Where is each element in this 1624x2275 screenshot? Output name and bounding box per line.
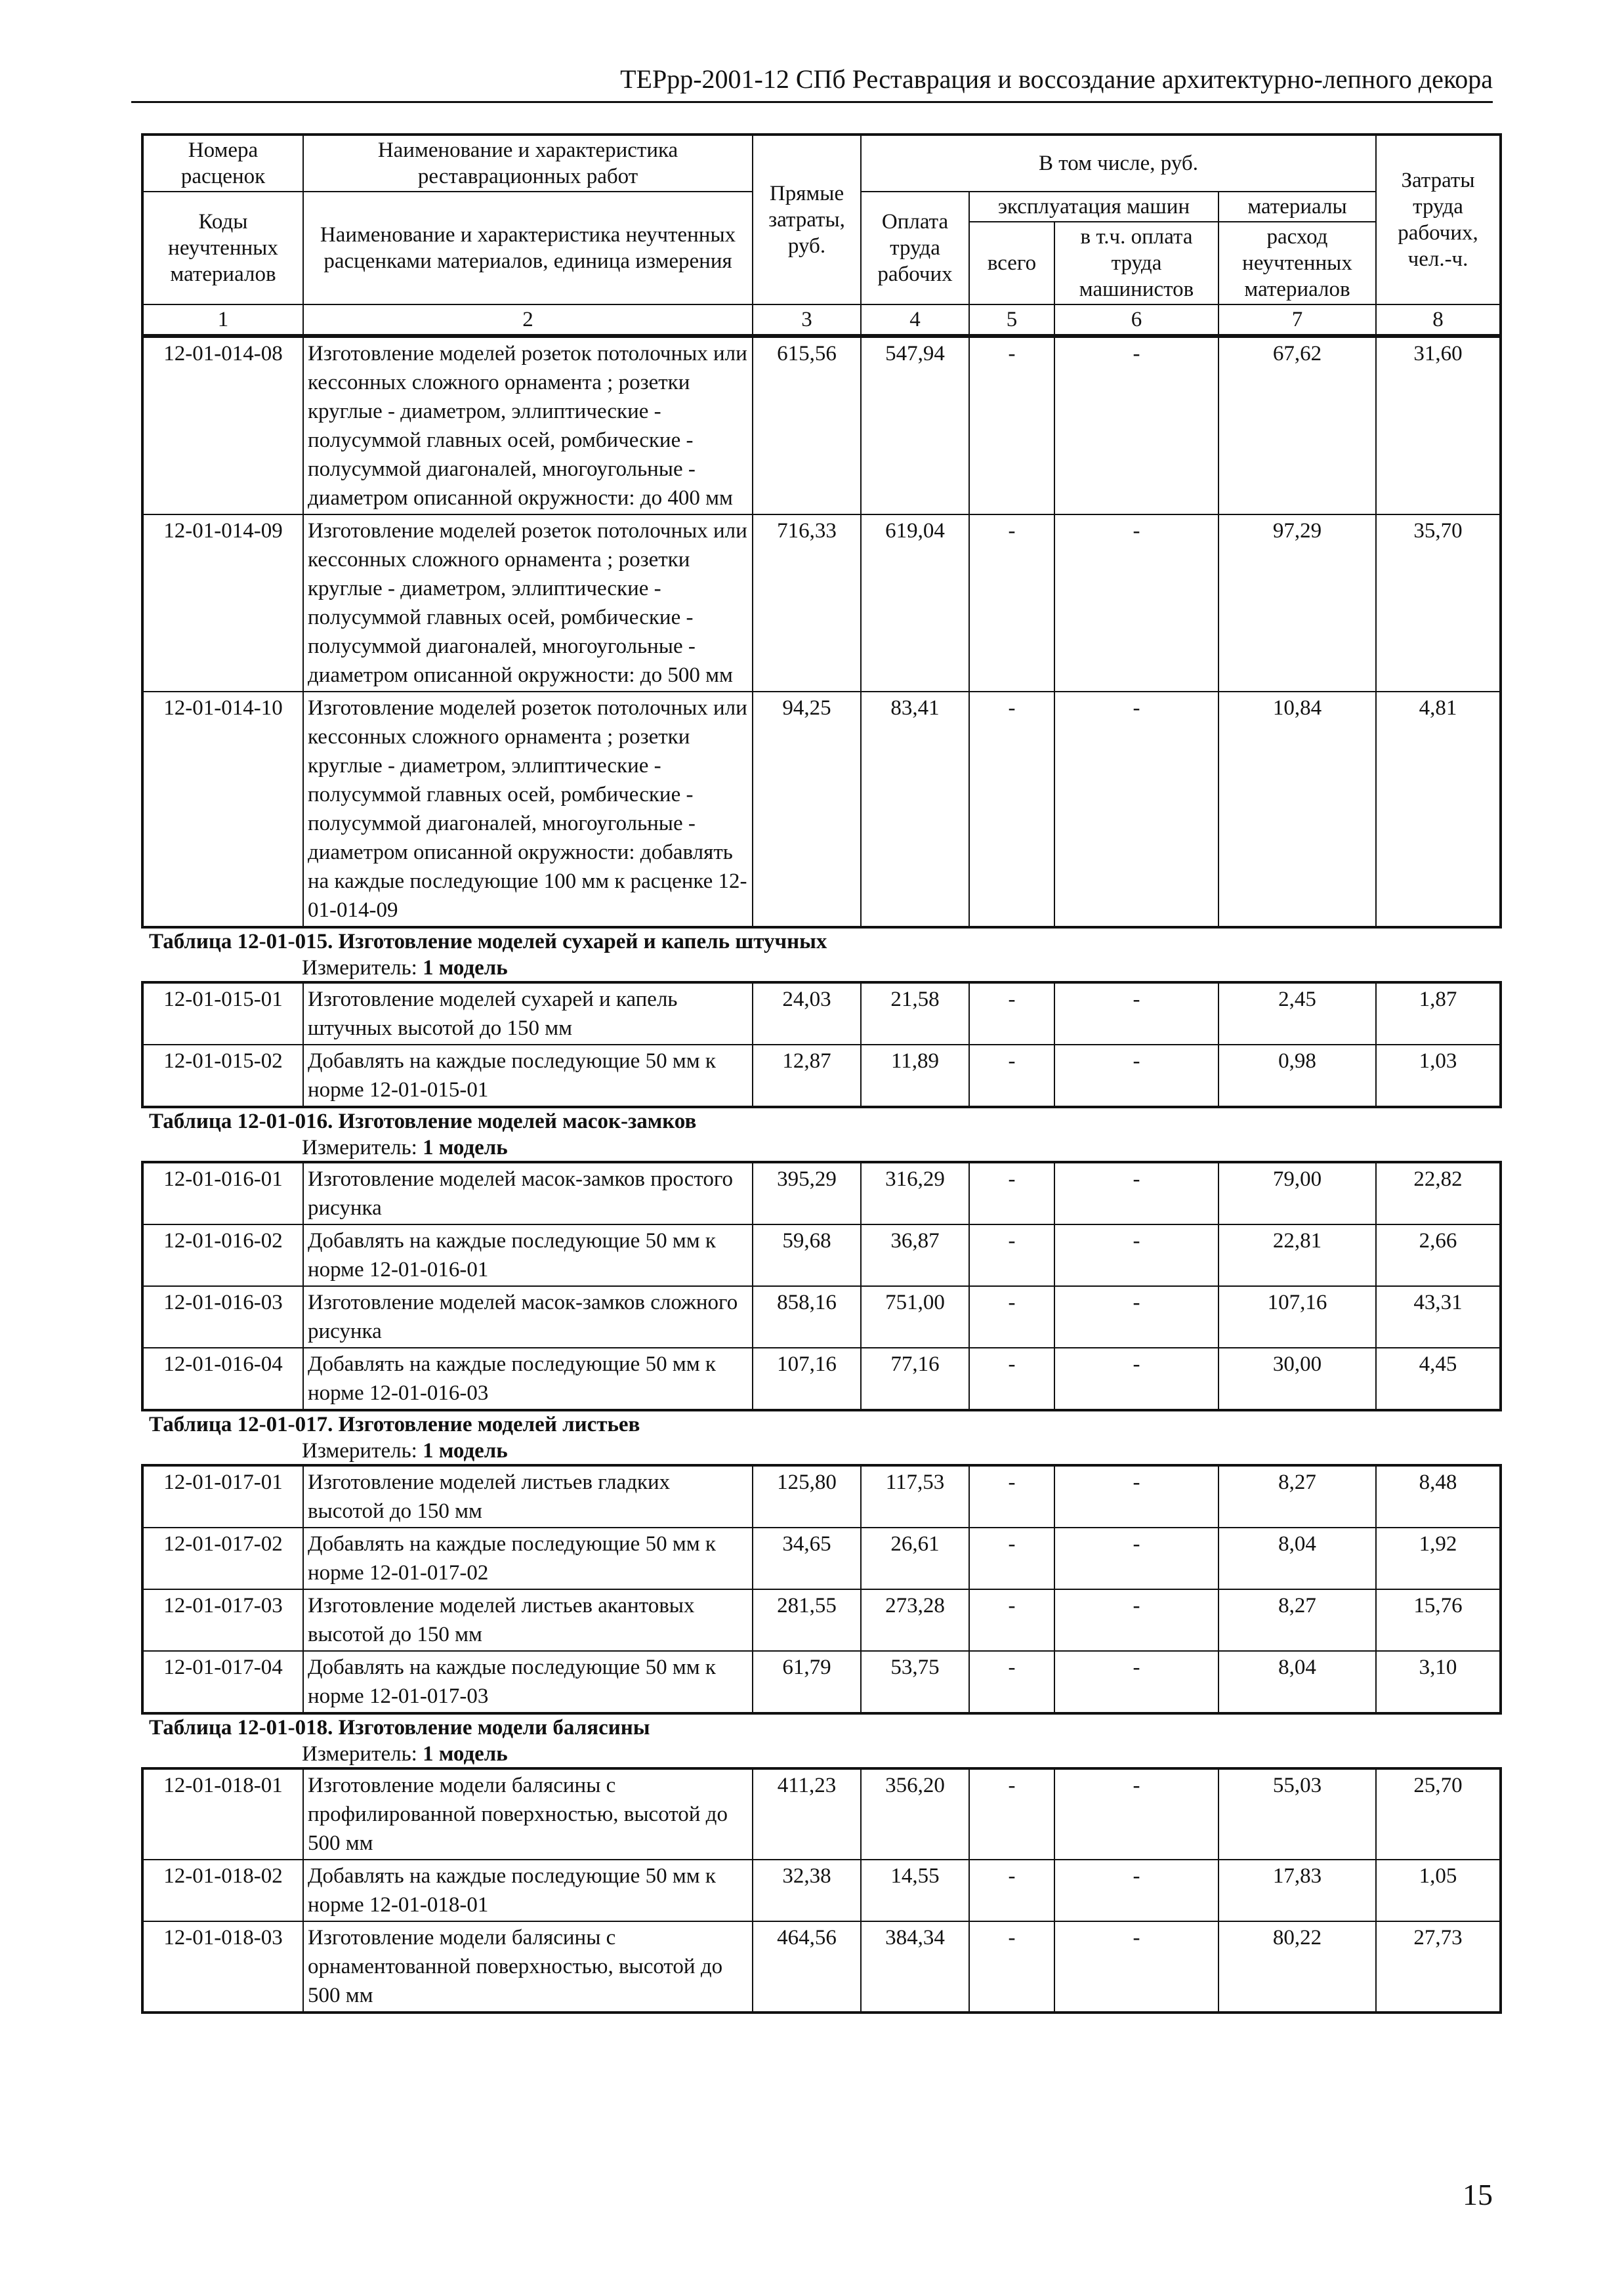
rate-code: 12-01-017-03 — [142, 1589, 303, 1651]
table-row — [142, 1768, 1501, 1860]
table-row — [142, 1465, 1501, 1528]
machinist-pay: - — [1054, 514, 1218, 692]
machines-total: - — [969, 337, 1054, 514]
labor-hours: 22,82 — [1376, 1162, 1501, 1224]
header-work-name: Наименование и характеристика реставрационных работ — [303, 135, 753, 192]
rate-code: 12-01-016-03 — [142, 1286, 303, 1348]
materials-cost: 107,16 — [1218, 1286, 1376, 1348]
machines-total: - — [969, 1286, 1054, 1348]
header-labor-hours: Затраты труда рабочих, чел.-ч. — [1376, 135, 1501, 304]
machinist-pay: - — [1054, 1921, 1218, 2013]
table-row — [142, 337, 1501, 514]
work-description: Изготовление моделей масок-замков сложного рисунка — [303, 1286, 753, 1348]
rate-code: 12-01-018-02 — [142, 1860, 303, 1921]
rate-code: 12-01-018-01 — [142, 1768, 303, 1860]
direct-costs: 395,29 — [753, 1162, 861, 1224]
header-rate-numbers: Номера расценок — [142, 135, 303, 192]
worker-pay: 384,34 — [861, 1921, 969, 2013]
table-caption: Таблица 12-01-016. Изготовление моделей масок-замков — [149, 1110, 697, 1133]
machines-total: - — [969, 1860, 1054, 1921]
table-row — [142, 692, 1501, 927]
machinist-pay: - — [1054, 982, 1218, 1045]
work-description: Изготовление моделей листьев гладких высотой до 150 мм — [303, 1465, 753, 1528]
materials-cost: 0,98 — [1218, 1045, 1376, 1107]
table-meter — [141, 1135, 1499, 1161]
materials-cost: 79,00 — [1218, 1162, 1376, 1224]
rate-code: 12-01-015-02 — [142, 1045, 303, 1107]
meter-value: 1 модель — [423, 956, 508, 980]
column-index: 3 — [753, 304, 861, 335]
column-index: 1 — [142, 304, 303, 335]
work-description: Изготовление моделей масок-замков простого рисунка — [303, 1162, 753, 1224]
column-index: 7 — [1218, 304, 1376, 335]
materials-cost: 17,83 — [1218, 1860, 1376, 1921]
table-row — [142, 1348, 1501, 1410]
machinist-pay: - — [1054, 1589, 1218, 1651]
labor-hours: 4,45 — [1376, 1348, 1501, 1410]
labor-hours: 8,48 — [1376, 1465, 1501, 1528]
table-caption: Таблица 12-01-018. Изготовление модели балясины — [149, 1716, 650, 1740]
labor-hours: 3,10 — [1376, 1651, 1501, 1713]
machinist-pay: - — [1054, 1465, 1218, 1528]
work-description: Изготовление моделей розеток потолочных или кессонных сложного орнамента ; розетки круглые - диаметром, эллиптические - полусуммой главных осей, ромбические - полусуммой диагоналей, многоугольные - диаметром описанной окружности: добавлять на каждые последующие 100 мм к расценке 12-01-014-09 — [303, 692, 753, 927]
table-meter — [141, 1741, 1499, 1767]
rates-table — [141, 337, 1502, 929]
table-caption: Таблица 12-01-015. Изготовление моделей сухарей и капель штучных — [149, 930, 827, 953]
machinist-pay: - — [1054, 1162, 1218, 1224]
machines-total: - — [969, 1589, 1054, 1651]
header-material-codes: Коды неучтенных материалов — [142, 192, 303, 304]
machines-total: - — [969, 1162, 1054, 1224]
rates-document — [141, 133, 1499, 2014]
column-index: 6 — [1054, 304, 1218, 335]
direct-costs: 59,68 — [753, 1224, 861, 1286]
table-row — [142, 1651, 1501, 1713]
rate-code: 12-01-014-09 — [142, 514, 303, 692]
labor-hours: 25,70 — [1376, 1768, 1501, 1860]
machinist-pay: - — [1054, 1768, 1218, 1860]
rate-code: 12-01-014-10 — [142, 692, 303, 927]
worker-pay: 117,53 — [861, 1465, 969, 1528]
machinist-pay: - — [1054, 337, 1218, 514]
table-row — [142, 1286, 1501, 1348]
worker-pay: 11,89 — [861, 1045, 969, 1107]
direct-costs: 464,56 — [753, 1921, 861, 2013]
materials-cost: 8,04 — [1218, 1651, 1376, 1713]
header-worker-pay: Оплата труда рабочих — [861, 192, 969, 304]
table-header — [141, 133, 1502, 337]
header-machinist-pay: в т.ч. оплата труда машинистов — [1054, 222, 1218, 304]
rates-table — [141, 1464, 1502, 1715]
worker-pay: 77,16 — [861, 1348, 969, 1410]
work-description: Добавлять на каждые последующие 50 мм к норме 12-01-016-01 — [303, 1224, 753, 1286]
table-row — [142, 1860, 1501, 1921]
worker-pay: 547,94 — [861, 337, 969, 514]
worker-pay: 273,28 — [861, 1589, 969, 1651]
direct-costs: 61,79 — [753, 1651, 861, 1713]
direct-costs: 411,23 — [753, 1768, 861, 1860]
table-caption: Таблица 12-01-017. Изготовление моделей листьев — [149, 1413, 640, 1436]
direct-costs: 12,87 — [753, 1045, 861, 1107]
rates-table — [141, 981, 1502, 1108]
table-row — [142, 1162, 1501, 1224]
work-description: Изготовление модели балясины с орнаментованной поверхностью, высотой до 500 мм — [303, 1921, 753, 2013]
machinist-pay: - — [1054, 1348, 1218, 1410]
table-meter — [141, 1438, 1499, 1464]
worker-pay: 53,75 — [861, 1651, 969, 1713]
meter-label: Измеритель: — [302, 1136, 417, 1159]
machinist-pay: - — [1054, 1528, 1218, 1589]
labor-hours: 31,60 — [1376, 337, 1501, 514]
work-description: Изготовление моделей розеток потолочных или кессонных сложного орнамента ; розетки круглые - диаметром, эллиптические - полусуммой главных осей, ромбические - полусуммой диагоналей, многоугольные - диаметром описанной окружности: до 400 мм — [303, 337, 753, 514]
labor-hours: 1,03 — [1376, 1045, 1501, 1107]
materials-cost: 8,27 — [1218, 1589, 1376, 1651]
work-description: Добавлять на каждые последующие 50 мм к норме 12-01-015-01 — [303, 1045, 753, 1107]
page-number: 15 — [1463, 2178, 1493, 2211]
rate-code: 12-01-017-01 — [142, 1465, 303, 1528]
column-index: 2 — [303, 304, 753, 335]
machines-total: - — [969, 1465, 1054, 1528]
rate-code: 12-01-016-04 — [142, 1348, 303, 1410]
header-direct-costs: Прямые затраты, руб. — [753, 135, 861, 304]
direct-costs: 615,56 — [753, 337, 861, 514]
worker-pay: 83,41 — [861, 692, 969, 927]
materials-cost: 67,62 — [1218, 337, 1376, 514]
table-row — [142, 1528, 1501, 1589]
machinist-pay: - — [1054, 1045, 1218, 1107]
column-index: 8 — [1376, 304, 1501, 335]
machinist-pay: - — [1054, 692, 1218, 927]
work-description: Добавлять на каждые последующие 50 мм к норме 12-01-017-02 — [303, 1528, 753, 1589]
direct-costs: 34,65 — [753, 1528, 861, 1589]
worker-pay: 26,61 — [861, 1528, 969, 1589]
materials-cost: 2,45 — [1218, 982, 1376, 1045]
table-row — [142, 982, 1501, 1045]
work-description: Добавлять на каждые последующие 50 мм к норме 12-01-018-01 — [303, 1860, 753, 1921]
labor-hours: 27,73 — [1376, 1921, 1501, 2013]
direct-costs: 32,38 — [753, 1860, 861, 1921]
machines-total: - — [969, 1348, 1054, 1410]
labor-hours: 43,31 — [1376, 1286, 1501, 1348]
machines-total: - — [969, 1045, 1054, 1107]
worker-pay: 14,55 — [861, 1860, 969, 1921]
rates-table — [141, 1767, 1502, 2014]
header-materials: материалы — [1218, 192, 1376, 222]
column-index: 4 — [861, 304, 969, 335]
work-description: Добавлять на каждые последующие 50 мм к норме 12-01-017-03 — [303, 1651, 753, 1713]
labor-hours: 1,92 — [1376, 1528, 1501, 1589]
column-index: 5 — [969, 304, 1054, 335]
meter-label: Измеритель: — [302, 1742, 417, 1766]
machines-total: - — [969, 1921, 1054, 2013]
meter-value: 1 модель — [423, 1136, 508, 1159]
table-meter — [141, 955, 1499, 981]
work-description: Изготовление моделей розеток потолочных или кессонных сложного орнамента ; розетки круглые - диаметром, эллиптические - полусуммой главных осей, ромбические - полусуммой диагоналей, многоугольные - диаметром описанной окружности: до 500 мм — [303, 514, 753, 692]
work-description: Изготовление моделей сухарей и капель штучных высотой до 150 мм — [303, 982, 753, 1045]
labor-hours: 1,05 — [1376, 1860, 1501, 1921]
rate-code: 12-01-018-03 — [142, 1921, 303, 2013]
header-including-group: В том числе, руб. — [861, 135, 1376, 192]
work-description: Изготовление модели балясины с профилированной поверхностью, высотой до 500 мм — [303, 1768, 753, 1860]
labor-hours: 1,87 — [1376, 982, 1501, 1045]
table-row — [142, 1921, 1501, 2013]
machinist-pay: - — [1054, 1651, 1218, 1713]
work-description: Добавлять на каждые последующие 50 мм к норме 12-01-016-03 — [303, 1348, 753, 1410]
header-machines: эксплуатация машин — [969, 192, 1218, 222]
machinist-pay: - — [1054, 1860, 1218, 1921]
machines-total: - — [969, 1528, 1054, 1589]
materials-cost: 80,22 — [1218, 1921, 1376, 2013]
materials-cost: 55,03 — [1218, 1768, 1376, 1860]
header-material-name: Наименование и характеристика неучтенных расценками материалов, единица измерения — [303, 192, 753, 304]
rate-code: 12-01-017-04 — [142, 1651, 303, 1713]
materials-cost: 8,27 — [1218, 1465, 1376, 1528]
materials-cost: 8,04 — [1218, 1528, 1376, 1589]
page-header: ТЕРрр-2001-12 СПб Реставрация и воссоздание архитектурно-лепного декора — [131, 58, 1493, 103]
worker-pay: 21,58 — [861, 982, 969, 1045]
worker-pay: 316,29 — [861, 1162, 969, 1224]
direct-costs: 281,55 — [753, 1589, 861, 1651]
table-row — [142, 514, 1501, 692]
machines-total: - — [969, 692, 1054, 927]
work-description: Изготовление моделей листьев акантовых высотой до 150 мм — [303, 1589, 753, 1651]
meter-value: 1 модель — [423, 1742, 508, 1766]
materials-cost: 30,00 — [1218, 1348, 1376, 1410]
meter-value: 1 модель — [423, 1439, 508, 1463]
machines-total: - — [969, 514, 1054, 692]
direct-costs: 94,25 — [753, 692, 861, 927]
table-row — [142, 1045, 1501, 1107]
materials-cost: 22,81 — [1218, 1224, 1376, 1286]
table-row — [142, 1224, 1501, 1286]
rate-sections — [141, 337, 1499, 2014]
rate-code: 12-01-016-01 — [142, 1162, 303, 1224]
machinist-pay: - — [1054, 1286, 1218, 1348]
direct-costs: 125,80 — [753, 1465, 861, 1528]
labor-hours: 2,66 — [1376, 1224, 1501, 1286]
labor-hours: 35,70 — [1376, 514, 1501, 692]
machines-total: - — [969, 982, 1054, 1045]
machines-total: - — [969, 1651, 1054, 1713]
worker-pay: 36,87 — [861, 1224, 969, 1286]
labor-hours: 15,76 — [1376, 1589, 1501, 1651]
machines-total: - — [969, 1768, 1054, 1860]
machines-total: - — [969, 1224, 1054, 1286]
worker-pay: 751,00 — [861, 1286, 969, 1348]
header-machines-total: всего — [969, 222, 1054, 304]
rate-code: 12-01-014-08 — [142, 337, 303, 514]
table-row — [142, 1589, 1501, 1651]
materials-cost: 10,84 — [1218, 692, 1376, 927]
header-material-consumption: расход неучтенных материалов — [1218, 222, 1376, 304]
worker-pay: 356,20 — [861, 1768, 969, 1860]
rate-code: 12-01-016-02 — [142, 1224, 303, 1286]
rates-table — [141, 1161, 1502, 1411]
worker-pay: 619,04 — [861, 514, 969, 692]
direct-costs: 24,03 — [753, 982, 861, 1045]
rate-code: 12-01-017-02 — [142, 1528, 303, 1589]
direct-costs: 716,33 — [753, 514, 861, 692]
machinist-pay: - — [1054, 1224, 1218, 1286]
meter-label: Измеритель: — [302, 1439, 417, 1463]
rate-code: 12-01-015-01 — [142, 982, 303, 1045]
direct-costs: 107,16 — [753, 1348, 861, 1410]
direct-costs: 858,16 — [753, 1286, 861, 1348]
materials-cost: 97,29 — [1218, 514, 1376, 692]
meter-label: Измеритель: — [302, 956, 417, 980]
labor-hours: 4,81 — [1376, 692, 1501, 927]
